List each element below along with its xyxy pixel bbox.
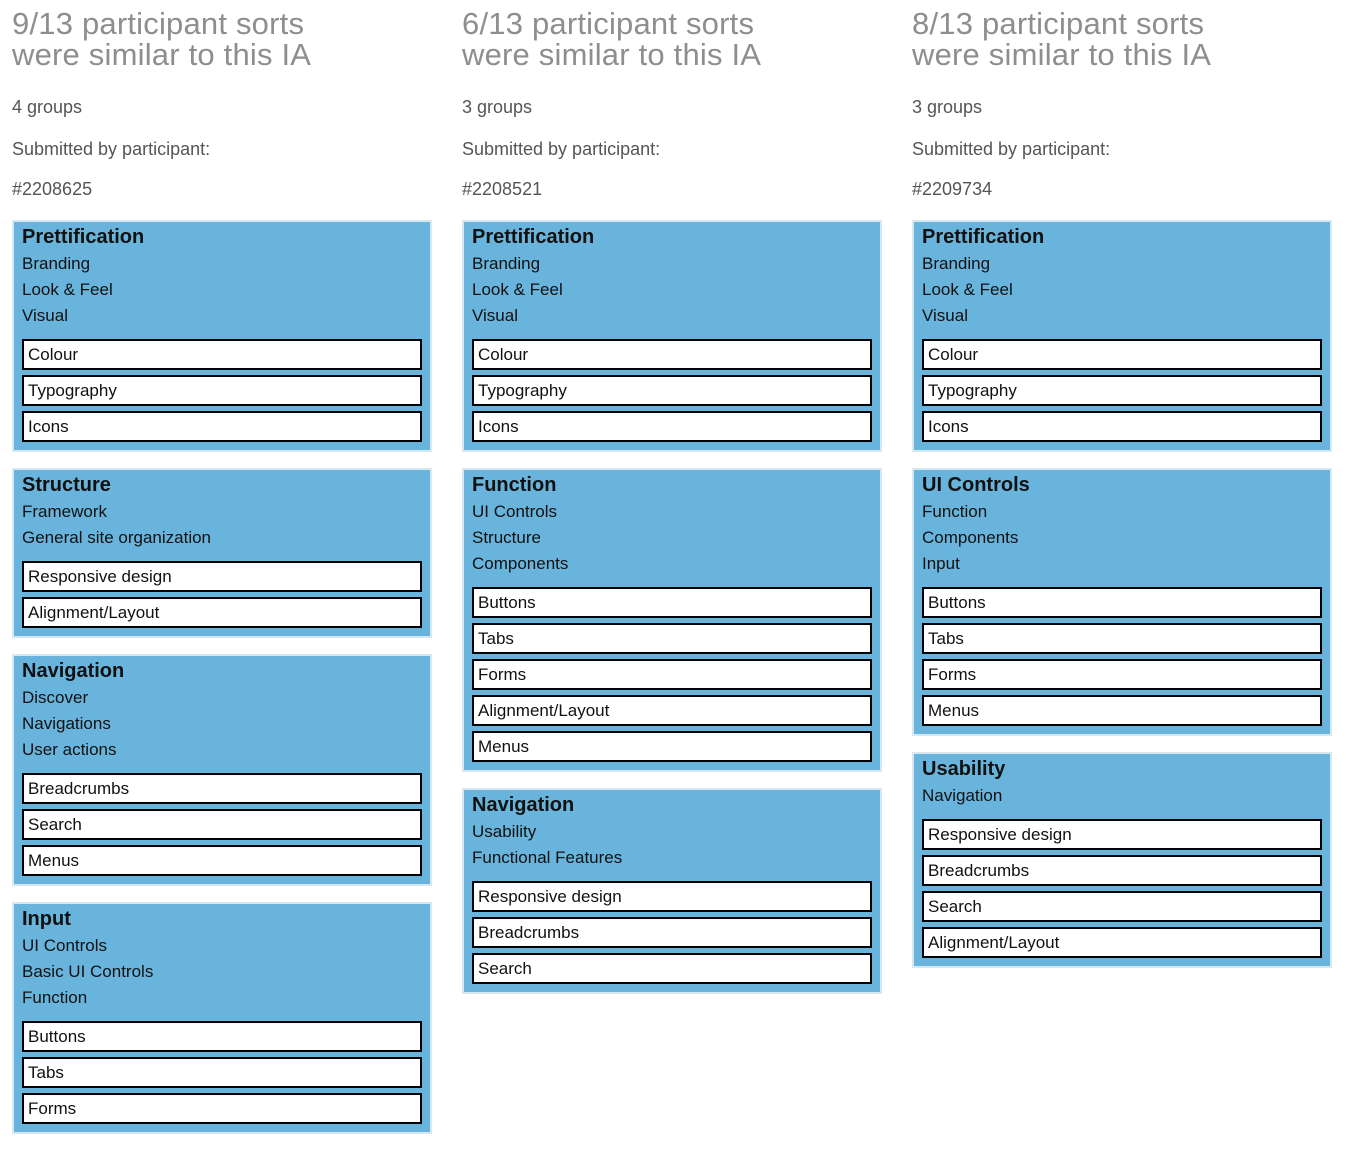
ia-column [12,0,432,1118]
sort-card: Tabs [922,623,1322,654]
card-group [462,220,882,452]
card-group [12,468,432,638]
sort-card: Menus [22,845,422,876]
group-label: Framework [22,502,108,521]
sort-card: Buttons [472,587,872,618]
sort-card: Search [472,953,872,984]
groups-count: 3 groups [912,97,983,117]
group-label-list [472,819,872,871]
group-label: Components [472,554,569,573]
group-label-list [22,499,422,551]
group-label: Navigations [22,714,111,733]
group-label: Visual [922,306,968,325]
sort-card: Tabs [472,623,872,654]
sort-card: Responsive design [922,819,1322,850]
sort-card: Typography [472,375,872,406]
group-label: Components [922,528,1019,547]
group-title: Structure [22,474,111,496]
sort-card: Search [22,809,422,840]
group-title: Prettification [922,226,1045,248]
sort-card: Search [922,891,1322,922]
headline-line: 8/13 participant sorts [912,6,1205,41]
sort-card: Colour [472,339,872,370]
card-group [912,220,1332,452]
group-label: Look & Feel [22,280,113,299]
group-title: Navigation [22,660,125,682]
sort-card: Forms [22,1093,422,1124]
group-label: Visual [22,306,68,325]
headline-line: 6/13 participant sorts [462,6,755,41]
sort-card: Icons [472,411,872,442]
sort-card: Typography [922,375,1322,406]
group-title: Input [22,908,71,930]
group-label-list [22,685,422,763]
similarity-headline [912,8,1332,70]
group-label: User actions [22,740,117,759]
group-label: Branding [472,254,541,273]
participant-id: #2208625 [12,179,93,199]
group-title: UI Controls [922,474,1030,496]
group-list [912,220,1332,984]
sort-card: Typography [22,375,422,406]
sort-card: Responsive design [472,881,872,912]
group-label: Functional Features [472,848,623,867]
groups-count: 3 groups [462,97,533,117]
groups-count: 4 groups [12,97,83,117]
sort-card: Icons [22,411,422,442]
group-label: Visual [472,306,518,325]
group-title: Prettification [22,226,145,248]
group-label: Usability [472,822,537,841]
group-title: Navigation [472,794,575,816]
ia-column [912,0,1332,952]
group-label: Discover [22,688,89,707]
sort-card: Breadcrumbs [22,773,422,804]
headline-line: 9/13 participant sorts [12,6,305,41]
sort-card: Alignment/Layout [472,695,872,726]
sort-card: Colour [22,339,422,370]
card-group [462,788,882,994]
group-label: Input [922,554,960,573]
group-label: Basic UI Controls [22,962,154,981]
sort-card: Alignment/Layout [922,927,1322,958]
group-label: Look & Feel [472,280,563,299]
headline-line: were similar to this IA [912,37,1212,72]
group-list [462,220,882,1010]
sort-card: Tabs [22,1057,422,1088]
similarity-headline [462,8,882,70]
submitted-by-label: Submitted by participant: [912,139,1111,159]
group-label: Function [22,988,88,1007]
sort-card: Buttons [922,587,1322,618]
ia-column [462,0,882,978]
group-label: UI Controls [472,502,558,521]
group-title: Usability [922,758,1006,780]
sort-card: Responsive design [22,561,422,592]
card-group [12,902,432,1134]
submitted-by-label: Submitted by participant: [12,139,211,159]
group-label-list [22,251,422,329]
group-label: Branding [922,254,991,273]
sort-card: Menus [922,695,1322,726]
participant-id: #2209734 [912,179,993,199]
group-label: Look & Feel [922,280,1013,299]
group-label-list [922,251,1322,329]
card-group [912,752,1332,968]
group-list [12,220,432,1150]
group-label: UI Controls [22,936,108,955]
group-label-list [22,933,422,1011]
group-label-list [472,499,872,577]
group-label: Navigation [922,786,1003,805]
headline-line: were similar to this IA [12,37,312,72]
group-label: General site organization [22,528,212,547]
sort-card: Breadcrumbs [922,855,1322,886]
group-label: Branding [22,254,91,273]
card-group [462,468,882,772]
submitted-by-label: Submitted by participant: [462,139,661,159]
card-group [912,468,1332,736]
group-label-list [922,783,1322,809]
sort-card: Buttons [22,1021,422,1052]
group-label: Function [922,502,988,521]
card-group [12,654,432,886]
participant-id: #2208521 [462,179,543,199]
group-title: Prettification [472,226,595,248]
group-title: Function [472,474,557,496]
card-group [12,220,432,452]
group-label-list [922,499,1322,577]
group-label-list [472,251,872,329]
sort-card: Alignment/Layout [22,597,422,628]
group-label: Structure [472,528,541,547]
sort-card: Menus [472,731,872,762]
similarity-headline [12,8,432,70]
sort-card: Forms [922,659,1322,690]
headline-line: were similar to this IA [462,37,762,72]
sort-card: Breadcrumbs [472,917,872,948]
sort-card: Colour [922,339,1322,370]
sort-card: Icons [922,411,1322,442]
sort-card: Forms [472,659,872,690]
